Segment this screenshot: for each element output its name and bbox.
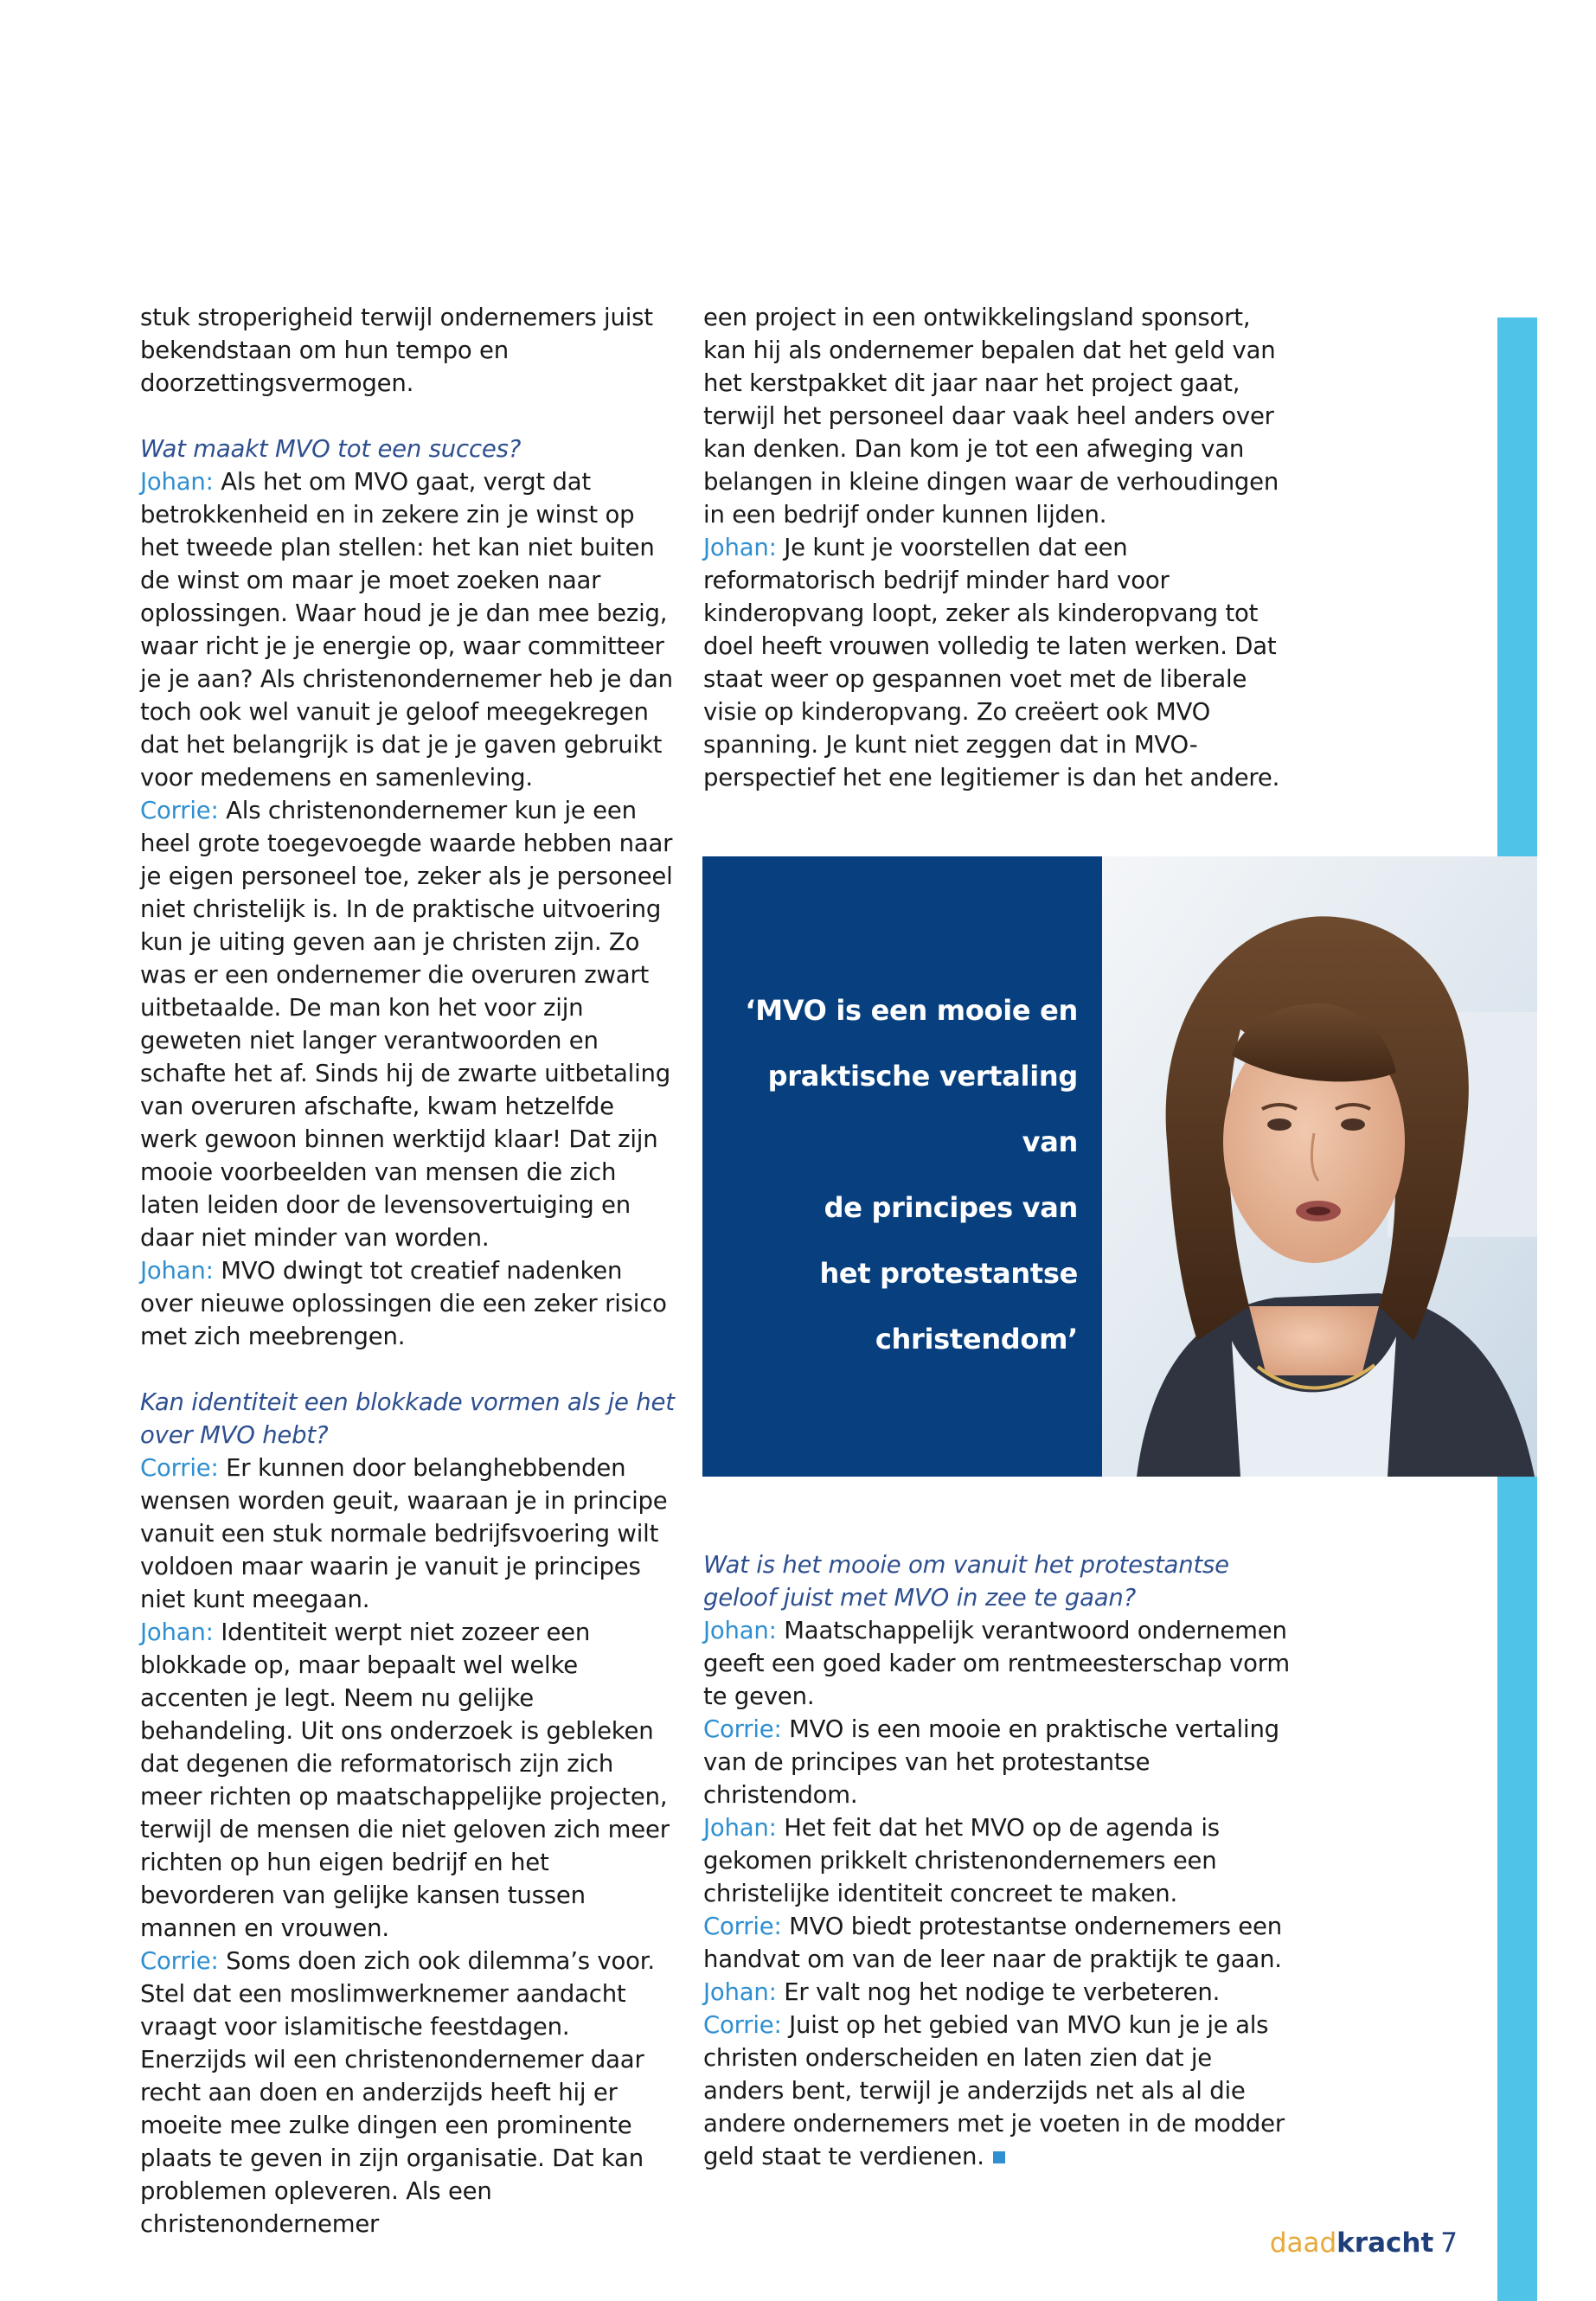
pull-quote-line: ‘MVO is een mooie en [745, 994, 1078, 1027]
interview-answer [703, 531, 1292, 794]
page-number: 7 [1440, 2227, 1458, 2259]
interview-answer [703, 1976, 1292, 2009]
pull-quote-line: de principes van [824, 1191, 1078, 1224]
speaker-label: Corrie: [140, 1454, 219, 1482]
interview-answer [703, 2009, 1292, 2173]
interview-question: Wat is het mooie om vanuit het protestantse geloof juist met MVO in zee te gaan? [703, 1551, 1229, 1612]
answer-text: MVO biedt protestantse ondernemers een handvat om van de leer naar de praktijk te gaan. [703, 1913, 1282, 1973]
pull-quote-line: christendom’ [875, 1323, 1078, 1356]
speaker-label: Johan: [703, 1617, 777, 1644]
answer-text: Identiteit werpt niet zozeer een blokkade op, maar bepaalt wel welke accenten je legt. Neem nu gelijke behandeling. Uit ons onderzoek is gebleken dat degenen die reformatorisch zijn zich meer richten op maatschappelijke projecten, terwijl de mensen die niet geloven zich meer richten op hun eigen bedrijf en het bevorderen van gelijke kansen tussen mannen en vrouwen. [140, 1618, 670, 1942]
interview-answer [140, 465, 676, 794]
answer-text: Soms doen zich ook dilemma’s voor. Stel dat een moslimwerknemer aandacht vraagt voor islamitische feestdagen. Enerzijds wil een christenondernemer daar recht aan doen en anderzijds heeft hij er moeite mee zulke dingen een prominente plaats te geven in zijn organisatie. Dat kan problemen opleveren. Als een christenondernemer [140, 1947, 655, 2238]
interview-answer [140, 301, 676, 400]
speaker-label: Corrie: [140, 1947, 219, 1975]
interview-answer [703, 1614, 1292, 1713]
answer-text: een project in een ontwikkelingsland sponsort, kan hij als ondernemer bepalen dat het geld van het kerstpakket dit jaar naar het project gaat, terwijl het personeel daar vaak heel anders over kan denken. Dan kom je tot een afweging van belangen in kleine dingen waar de verhoudingen in een bedrijf onder kunnen lijden. [703, 304, 1279, 529]
speaker-label: Corrie: [703, 2011, 782, 2039]
interview-answer [703, 301, 1292, 531]
answer-text: Het feit dat het MVO op de agenda is gekomen prikkelt christenondernemers een christelijke identiteit concreet te maken. [703, 1814, 1220, 1907]
speaker-label: Corrie: [703, 1715, 782, 1743]
speaker-label: Corrie: [140, 797, 219, 824]
answer-text: stuk stroperigheid terwijl ondernemers juist bekendstaan om hun tempo en doorzettingsvermogen. [140, 304, 653, 397]
answer-text: MVO dwingt tot creatief nadenken over nieuwe oplossingen die een zeker risico met zich meebrengen. [140, 1257, 667, 1350]
interview-answer [140, 1254, 676, 1353]
speaker-label: Corrie: [703, 1913, 782, 1940]
interview-question: Wat maakt MVO tot een succes? [140, 435, 522, 463]
paragraph-gap [140, 400, 676, 433]
speaker-label: Johan: [703, 1978, 777, 2006]
brand-kracht: kracht [1336, 2227, 1434, 2259]
interview-answer [140, 1452, 676, 1616]
interview-answer [140, 1616, 676, 1945]
answer-text: MVO is een mooie en praktische vertaling van de principes van het protestantse christendom. [703, 1715, 1279, 1809]
article-column-3 [703, 1548, 1292, 2173]
end-of-article-mark [993, 2151, 1005, 2163]
answer-text: Als het om MVO gaat, vergt dat betrokkenheid en in zekere zin je winst op het tweede plan stellen: het kan niet buiten de winst om maar je moet zoeken naar oplossingen. Waar houd je je dan mee bezig, waar richt je je energie op, waar committeer je je aan? Als christenondernemer heb je dan toch ook wel vanuit je geloof meegekregen dat het belangrijk is dat je je gaven gebruikt voor medemens en samenleving. [140, 468, 673, 792]
portrait-illustration [1102, 856, 1537, 1477]
speaker-label: Johan: [140, 468, 214, 496]
answer-text: Als christenondernemer kun je een heel grote toegevoegde waarde hebben naar je eigen personeel toe, zeker als je personeel niet christelijk is. In de praktische uitvoering kun je uiting geven aan je christen zijn. Zo was er een ondernemer die overuren zwart uitbetaalde. De man kon het voor zijn geweten niet langer verantwoorden en schafte het af. Sinds hij de zwarte uitbetaling van overuren afschafte, kwam hetzelfde werk gewoon binnen werktijd klaar! Dat zijn mooie voorbeelden van mensen die zich laten leiden door de levensovertuiging en daar niet minder van worden. [140, 797, 673, 1252]
interview-answer [140, 1945, 676, 2240]
answer-text: Je kunt je voorstellen dat een reformatorisch bedrijf minder hard voor kinderopvang loopt, zeker als kinderopvang tot doel heeft vrouwen volledig te laten werken. Dat staat weer op gespannen voet met de liberale visie op kinderopvang. Zo creëert ook MVO spanning. Je kunt niet zeggen dat in MVO-perspectief het ene legitiemer is dan het andere. [703, 534, 1280, 792]
speaker-label: Johan: [703, 534, 777, 561]
interview-answer [703, 1713, 1292, 1811]
article-column-1 [140, 301, 676, 2240]
speaker-label: Johan: [140, 1257, 214, 1285]
answer-text: Juist op het gebied van MVO kun je je als christen onderscheiden en laten zien dat je anders bent, terwijl je anderzijds net als al die andere ondernemers met je voeten in de modder geld staat te verdienen. [703, 2011, 1285, 2170]
pull-quote-line: praktische vertaling van [767, 1060, 1078, 1158]
interview-answer [140, 794, 676, 1254]
portrait-photo [1102, 856, 1537, 1477]
speaker-label: Johan: [703, 1814, 777, 1842]
speaker-label: Johan: [140, 1618, 214, 1646]
pull-quote-line: het protestantse [819, 1257, 1078, 1290]
pull-quote [718, 977, 1078, 1372]
article-column-2 [703, 301, 1292, 794]
interview-question: Kan identiteit een blokkade vormen als je het over MVO hebt? [140, 1388, 675, 1449]
answer-text: Er kunnen door belanghebbenden wensen worden geuit, waaraan je in principe vanuit een stuk normale bedrijfsvoering wilt voldoen maar waarin je vanuit je principes niet kunt meegaan. [140, 1454, 668, 1613]
brand-daad: daad [1269, 2227, 1337, 2259]
page-footer [1270, 2227, 1458, 2259]
interview-answer [703, 1910, 1292, 1976]
interview-answer [703, 1811, 1292, 1910]
answer-text: Maatschappelijk verantwoord ondernemen geeft een goed kader om rentmeesterschap vorm te geven. [703, 1617, 1290, 1710]
paragraph-gap [140, 1353, 676, 1386]
answer-text: Er valt nog het nodige te verbeteren. [776, 1978, 1221, 2006]
